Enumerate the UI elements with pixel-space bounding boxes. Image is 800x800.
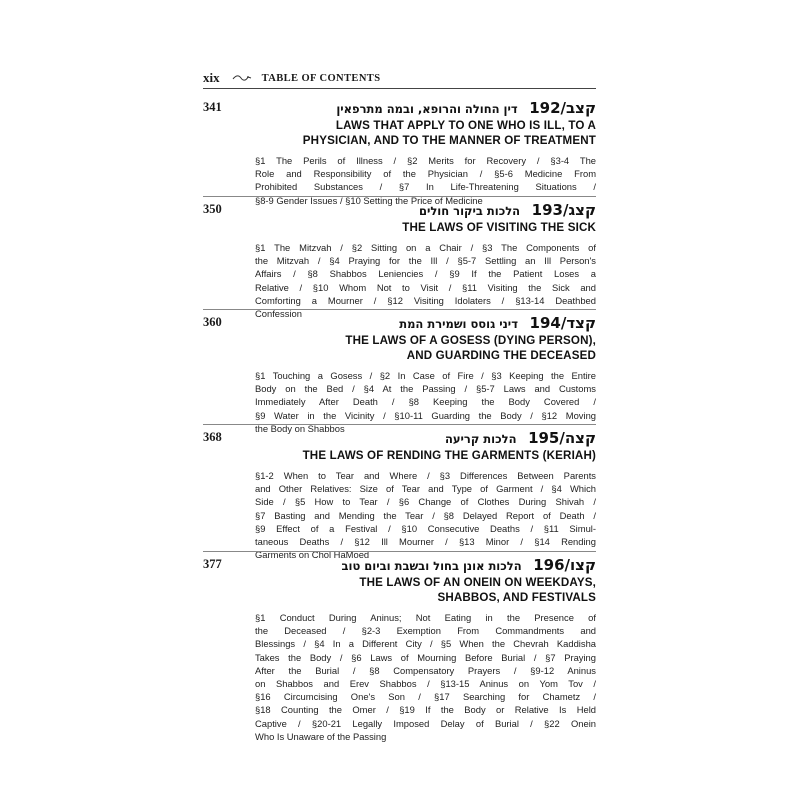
summary-line: Side / §5 How to Tear / §6 Change of Clothes During Shivah / (255, 496, 596, 508)
entry-page-number: 350 (203, 202, 222, 216)
summary-line: §9 Water in the Vicinity / §10-11 Guarding the Body / §12 Moving (255, 409, 596, 421)
entry-body (255, 313, 596, 435)
hebrew-title: הלכות אונן בחול ובשבת וביום טוב (341, 559, 522, 573)
english-title-line: SHABBOS, AND FESTIVALS (437, 591, 596, 604)
entry-divider (203, 196, 596, 197)
summary-line: Affairs / §8 Shabbos Leniencies / §9 If the Patient Loses a (255, 268, 596, 280)
entry-page-number: 360 (203, 315, 222, 329)
entry-divider (203, 551, 596, 552)
running-head (203, 68, 596, 89)
summary-line: §18 Counting the Omer / §19 If the Body or Relative Is Held (255, 704, 596, 716)
siman-number: קצה/195 (528, 429, 596, 447)
summary-line: §7 Basting and Mending the Tear / §8 Delayed Report of Death / (255, 509, 596, 521)
summary-line: Blessings / §4 In a Different City / §5 When the Chevrah Kaddisha (255, 638, 596, 650)
english-title (255, 118, 596, 148)
summary-line: §1 Conduct During Aninus; Not Eating in the Presence of (255, 612, 596, 623)
english-title-line: THE LAWS OF VISITING THE SICK (402, 221, 596, 234)
summary-line: Captive / §20-21 Legally Imposed Delay of Burial / §22 Onein (255, 717, 596, 729)
summary-line: the Mitzvah / §4 Praying for the Ill / §5-7 Settling an Ill Person's (255, 255, 596, 267)
hebrew-heading (255, 555, 596, 575)
summary-line: §1 Touching a Gosess / §2 In Case of Fire / §3 Keeping the Entire (255, 370, 596, 381)
english-title-line: THE LAWS OF RENDING THE GARMENTS (KERIAH) (302, 449, 596, 462)
summary-line: §9 Effect of a Festival / §10 Consecutive Deaths / §11 Simul- (255, 522, 596, 534)
summary-line: §8-9 Gender Issues / §10 Setting the Price of Medicine (255, 194, 483, 206)
summary-line: After the Burial / §8 Compensatory Prayers / §9-12 Aninus (255, 664, 596, 676)
summary-line: the Deceased / §2-3 Exemption From Commandments and (255, 625, 596, 637)
page-folio: xix (203, 70, 220, 85)
summary-line: Takes the Body / §6 Laws of Mourning Before Burial / §7 Praying (255, 651, 596, 663)
hebrew-heading (255, 200, 596, 220)
summary-line: Immediately After Death / §8 Keeping the Body Covered / (255, 396, 596, 408)
hebrew-heading (255, 313, 596, 333)
siman-number: קצו/196 (533, 556, 596, 574)
summary-line: Confession (255, 308, 302, 320)
summary-line: taneous Deaths / §12 Ill Mourner / §13 Minor / §14 Rending (255, 536, 596, 548)
summary-line: Who Is Unaware of the Passing (255, 730, 387, 742)
siman-number: קצב/192 (529, 99, 596, 117)
entry-divider (203, 424, 596, 425)
entry-summary (255, 369, 596, 435)
entry-divider (203, 309, 596, 310)
english-title (255, 220, 596, 235)
entry-summary (255, 611, 596, 743)
entry-summary (255, 469, 596, 561)
english-title-line: AND GUARDING THE DECEASED (406, 349, 596, 362)
entry-body (255, 200, 596, 320)
summary-line: §16 Circumcising One's Son / §17 Searching for Chametz / (255, 691, 596, 703)
hebrew-title: דין החולה והרופא, ובמה מתרפאין (336, 102, 518, 116)
english-title-line: THE LAWS OF A GOSESS (DYING PERSON), (345, 334, 596, 347)
hebrew-heading (255, 98, 596, 118)
summary-line: Garments on Chol HaMoed (255, 549, 370, 561)
running-head-title: TABLE OF CONTENTS (261, 72, 381, 84)
entry-body (255, 555, 596, 743)
summary-line: §1 The Perils of Illness / §2 Merits for Recovery / §3-4 The (255, 155, 596, 166)
english-title (255, 575, 596, 605)
hebrew-title: הלכות ביקור חולים (418, 204, 521, 218)
entry-page-number: 368 (203, 430, 222, 444)
summary-line: Body on the Bed / §4 At the Passing / §5-7 Laws and Customs (255, 383, 596, 395)
summary-line: §1-2 When to Tear and Where / §3 Differences Between Parents (255, 470, 596, 481)
summary-line: Comforting a Mourner / §12 Visiting Idolaters / §13-14 Deathbed (255, 294, 596, 306)
ornament-icon (232, 74, 252, 82)
entry-body (255, 428, 596, 561)
summary-line: Prohibited Substances / §7 In Life-Threatening Situations / (255, 181, 596, 193)
summary-line: the Body on Shabbos (255, 422, 345, 434)
english-title (255, 448, 596, 463)
english-title (255, 333, 596, 363)
summary-line: and Other Relatives: Size of Tear and Type of Garment / §4 Which (255, 483, 596, 495)
entry-body (255, 98, 596, 207)
summary-line: Relative / §10 Whom Not to Visit / §11 Visiting the Sick and (255, 281, 596, 293)
hebrew-title: הלכות קריעה (444, 432, 517, 446)
hebrew-heading (255, 428, 596, 448)
summary-line: on Shabbos and Erev Shabbos / §13-15 Aninus on Yom Tov / (255, 678, 596, 690)
entry-summary (255, 154, 596, 207)
english-title-line: PHYSICIAN, AND TO THE MANNER OF TREATMENT (302, 134, 596, 147)
entry-page-number: 377 (203, 557, 222, 571)
english-title-line: THE LAWS OF AN ONEIN ON WEEKDAYS, (359, 576, 596, 589)
hebrew-title: דיני גוסס ושמירת המת (399, 317, 518, 331)
summary-line: Role and Responsibility of the Physician / §5-6 Medicine From (255, 168, 596, 180)
siman-number: קצד/194 (529, 314, 596, 332)
siman-number: קצג/193 (531, 201, 596, 219)
entry-page-number: 341 (203, 100, 222, 114)
english-title-line: LAWS THAT APPLY TO ONE WHO IS ILL, TO A (335, 119, 596, 132)
summary-line: §1 The Mitzvah / §2 Sitting on a Chair / §3 The Components of (255, 242, 596, 253)
